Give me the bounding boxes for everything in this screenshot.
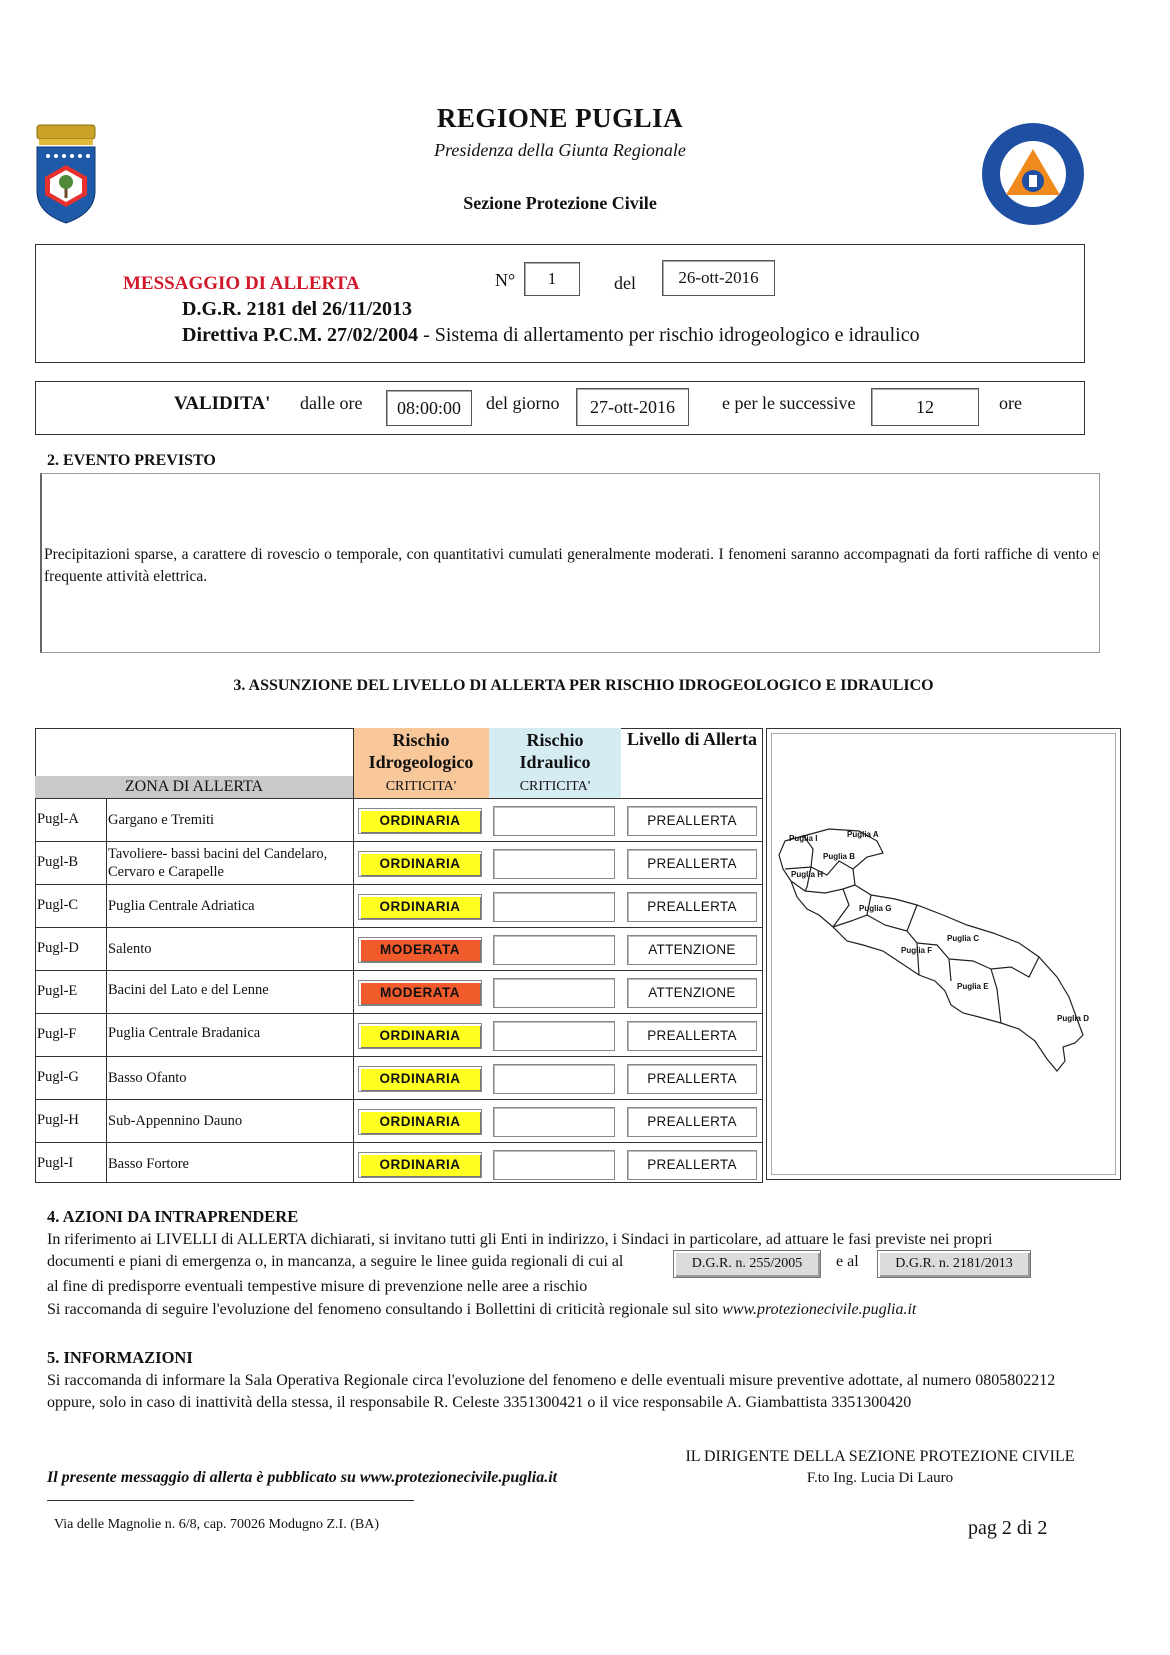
zone-code: Pugl-G — [37, 1069, 79, 1085]
alert-zones-map — [766, 728, 1121, 1180]
page-subtitle: Presidenza della Giunta Regionale — [434, 140, 686, 160]
section-4-title: 4. AZIONI DA INTRAPRENDERE — [47, 1207, 299, 1226]
zone-code: Pugl-H — [37, 1112, 79, 1128]
alert-level-field[interactable]: PREALLERTA — [627, 1107, 757, 1137]
zone-code: Pugl-C — [37, 897, 79, 913]
alert-level-field[interactable]: PREALLERTA — [627, 806, 757, 836]
from-time-label: dalle ore — [300, 393, 363, 413]
director-name: F.to Ing. Lucia Di Lauro — [806, 1470, 954, 1486]
validity-hours-field[interactable]: 12 — [871, 388, 979, 426]
zone-name: Basso Ofanto — [108, 1070, 187, 1086]
director-title: IL DIRIGENTE DELLA SEZIONE PROTEZIONE CIVILE — [685, 1448, 1075, 1465]
criticita-idraulico-field[interactable] — [493, 935, 615, 965]
map-label-f: Puglia F — [901, 946, 933, 955]
zone-name: Gargano e Tremiti — [108, 812, 215, 828]
table-row — [35, 884, 763, 927]
actions-text-line3: al fine di predisporre eventuali tempestive misure di prevenzione nelle aree a rischio — [47, 1278, 588, 1295]
map-label-g: Puglia G — [859, 904, 892, 913]
dgr-reference: D.G.R. 2181 del 26/11/2013 — [182, 298, 413, 320]
website-link[interactable]: www.protezionecivile.puglia.it — [722, 1301, 917, 1318]
alert-level-field[interactable]: PREALLERTA — [627, 849, 757, 879]
zone-name: Puglia Centrale Adriatica — [108, 898, 255, 914]
alert-level-field[interactable]: ATTENZIONE — [627, 935, 757, 965]
and-to-label: e al — [836, 1253, 859, 1270]
event-description[interactable]: Precipitazioni sparse, a carattere di rovescio o temporale, con quantitativi cumulati generalmente moderati. I fenomeni saranno accompagnati da forti raffiche di vento e frequente attività elettrica. — [44, 546, 1099, 585]
criticita-idro-badge[interactable]: MODERATA — [358, 980, 482, 1006]
section-5-title: 5. INFORMAZIONI — [47, 1348, 193, 1367]
criticita-idro-badge[interactable]: ORDINARIA — [358, 851, 482, 877]
actions-text-line4-body: Si raccomanda di seguire l'evoluzione del fenomeno consultando i Bollettini di criticità regionale sul sito — [47, 1301, 723, 1318]
col-header-livello: Livello di Allerta — [627, 729, 757, 749]
table-row — [35, 970, 763, 1013]
actions-text-line2: documenti e piani di emergenza o, in mancanza, a seguire le linee guida regionali di cui al — [47, 1253, 624, 1270]
col-header-idraulico: Rischio Idraulico — [489, 728, 621, 776]
criticita-idro-badge[interactable]: MODERATA — [358, 937, 482, 963]
message-number-field[interactable]: 1 — [524, 262, 580, 296]
zone-code: Pugl-E — [37, 983, 78, 999]
message-label: MESSAGGIO DI ALLERTA — [123, 273, 360, 294]
criticita-idro-badge[interactable]: ORDINARIA — [358, 1066, 482, 1092]
zone-code: Pugl-B — [37, 854, 79, 870]
map-label-b: Puglia B — [823, 852, 856, 861]
page-number: pag 2 di 2 — [968, 1517, 1048, 1539]
hours-label: ore — [999, 393, 1022, 413]
number-label: N° — [495, 270, 516, 290]
section-name: Sezione Protezione Civile — [463, 193, 657, 213]
map-label-d: Puglia D — [1057, 1014, 1090, 1023]
table-row — [35, 927, 763, 970]
validity-label: VALIDITA' — [174, 393, 271, 414]
validity-date-field[interactable]: 27-ott-2016 — [576, 388, 689, 426]
zone-name: Salento — [108, 941, 152, 957]
directive-reference — [182, 324, 920, 347]
signature-divider — [47, 1500, 414, 1501]
map-label-h: Puglia H — [791, 870, 824, 879]
directive-bold: Direttiva P.C.M. 27/02/2004 — [182, 324, 419, 346]
criticita-idraulico-field[interactable] — [493, 1064, 615, 1094]
table-row — [35, 1056, 763, 1099]
map-label-e: Puglia E — [957, 982, 989, 991]
table-row — [35, 798, 763, 841]
zone-name: Basso Fortore — [108, 1156, 189, 1172]
zone-name: Sub-Appennino Dauno — [108, 1113, 243, 1129]
actions-text-line4 — [47, 1299, 916, 1321]
criticita-idraulico-field[interactable] — [493, 1021, 615, 1051]
map-label-c: Puglia C — [947, 934, 980, 943]
criticita-idraulico-field[interactable] — [493, 806, 615, 836]
map-label-i: Puglia I — [789, 834, 818, 843]
map-label-a: Puglia A — [847, 830, 879, 839]
zone-name: Puglia Centrale Bradanica — [108, 1025, 261, 1041]
criticita-idro-badge[interactable]: ORDINARIA — [358, 808, 482, 834]
alert-level-field[interactable]: PREALLERTA — [627, 1021, 757, 1051]
criticita-idro-badge[interactable]: ORDINARIA — [358, 1109, 482, 1135]
address: Via delle Magnolie n. 6/8, cap. 70026 Modugno Z.I. (BA) — [54, 1517, 379, 1532]
zone-code: Pugl-A — [37, 811, 79, 827]
dgr-255-2005-button[interactable]: D.G.R. n. 255/2005 — [673, 1250, 821, 1278]
day-label: del giorno — [486, 393, 560, 413]
zone-name: Bacini del Lato e del Lenne — [108, 982, 269, 998]
actions-text-line1: In riferimento ai LIVELLI di ALLERTA dichiarati, si invitano tutti gli Enti in indirizzo, i Sindaci in particolare, ad attuare le fasi previste nei propri — [47, 1231, 993, 1248]
section-2-title: 2. EVENTO PREVISTO — [47, 452, 216, 469]
table-row — [35, 1013, 763, 1056]
alert-level-field[interactable]: PREALLERTA — [627, 892, 757, 922]
criticita-idro-badge[interactable]: ORDINARIA — [358, 1152, 482, 1178]
zone-name: Tavoliere- bassi bacini del Candelaro, Cervaro e Carapelle — [108, 846, 328, 880]
alert-level-field[interactable]: PREALLERTA — [627, 1064, 757, 1094]
zone-code: Pugl-I — [37, 1155, 74, 1171]
zone-header: ZONA DI ALLERTA — [35, 776, 353, 798]
validity-time-field[interactable]: 08:00:00 — [386, 390, 472, 426]
dgr-2181-2013-button[interactable]: D.G.R. n. 2181/2013 — [877, 1250, 1031, 1278]
criticita-idraulico-field[interactable] — [493, 978, 615, 1008]
page-title: REGIONE PUGLIA — [436, 103, 684, 133]
table-row — [35, 1099, 763, 1142]
following-label: e per le successive — [722, 393, 856, 413]
criticita-idraulico-field[interactable] — [493, 849, 615, 879]
zone-code: Pugl-D — [37, 940, 79, 956]
criticita-header-idrau: CRITICITA' — [489, 776, 621, 798]
published-note: Il presente messaggio di allerta è pubblicato su www.protezionecivile.puglia.it — [47, 1469, 558, 1486]
message-date-field[interactable]: 26-ott-2016 — [662, 260, 775, 296]
zone-code: Pugl-F — [37, 1026, 77, 1042]
puglia-map — [767, 729, 1122, 1181]
section-3-title: 3. ASSUNZIONE DEL LIVELLO DI ALLERTA PER RISCHIO IDROGEOLOGICO E IDRAULICO — [233, 677, 934, 694]
information-text: Si raccomanda di informare la Sala Operativa Regionale circa l'evoluzione del fenomeno e delle eventuali misure preventive adottate, al numero 0805802212 oppure, solo in caso di inattività della stessa, il responsabile R. Celeste 3351300421 o il vice responsabile A. Giambattista 3351300420 — [47, 1372, 1056, 1411]
criticita-idro-badge[interactable]: ORDINARIA — [358, 894, 482, 920]
criticita-idraulico-field[interactable] — [493, 1150, 615, 1180]
date-label: del — [614, 273, 636, 293]
alert-level-field[interactable]: ATTENZIONE — [627, 978, 757, 1008]
table-row — [35, 1142, 763, 1185]
col-header-idrogeologico: Rischio Idrogeologico — [353, 728, 489, 776]
alert-level-field[interactable]: PREALLERTA — [627, 1150, 757, 1180]
criticita-header-idro: CRITICITA' — [353, 776, 489, 798]
criticita-idraulico-field[interactable] — [493, 1107, 615, 1137]
table-row — [35, 841, 763, 884]
directive-description: - Sistema di allertamento per rischio idrogeologico e idraulico — [418, 324, 920, 346]
criticita-idro-badge[interactable]: ORDINARIA — [358, 1023, 482, 1049]
criticita-idraulico-field[interactable] — [493, 892, 615, 922]
